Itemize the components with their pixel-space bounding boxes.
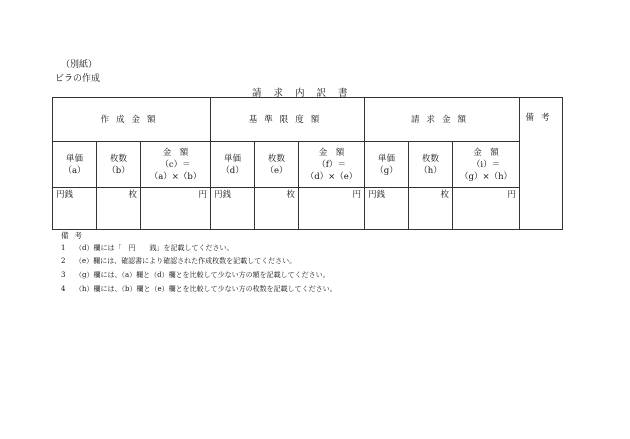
header-remarks: 備考	[520, 98, 563, 230]
subheader-count-b: 枚数 （b）	[97, 142, 141, 188]
subheader-amount-f: 金 額 （f）＝ （d）×（e）	[299, 142, 365, 188]
cell-count-b: 枚	[97, 188, 141, 230]
subheader-unit-price-g: 単価 （g）	[365, 142, 409, 188]
cell-unit-price-d: 円銭	[211, 188, 255, 230]
note-item: 4 （h）欄には、（b）欄と（e）欄とを比較して少ない方の枚数を記載してください。	[61, 285, 337, 293]
cell-amount-c: 円	[141, 188, 211, 230]
subheader-amount-c: 金 額 （c）＝ （a）×（b）	[141, 142, 211, 188]
subheader-amount-i: 金 額 （i）＝ （g）×（h）	[453, 142, 520, 188]
document-title: 請求内訳書	[252, 88, 360, 99]
annex-label: （別紙）	[61, 60, 98, 70]
subheader-unit-price-d: 単価 （d）	[211, 142, 255, 188]
notes-title: 備考	[61, 231, 88, 240]
cell-unit-price-g: 円銭	[365, 188, 409, 230]
subheader-count-h: 枚数 （h）	[409, 142, 453, 188]
subheader-unit-price-a: 単価 （a）	[53, 142, 97, 188]
note-item: 3 （g）欄には、（a）欄と（d）欄とを比較して少ない方の額を記載してください。	[61, 271, 330, 279]
cell-count-h: 枚	[409, 188, 453, 230]
cell-amount-i: 円	[453, 188, 520, 230]
note-item: 2 （e）欄には、確認書により確認された作成枚数を記載してください。	[61, 257, 297, 265]
note-item: 1 （d）欄には「 円 銭」を記載してください。	[61, 244, 234, 252]
header-standard-limit: 基準限度額	[211, 98, 365, 142]
cell-count-e: 枚	[255, 188, 299, 230]
invoice-breakdown-table	[52, 97, 563, 230]
header-claim-amount: 請求金額	[365, 98, 520, 142]
cell-unit-price-a: 円銭	[53, 188, 97, 230]
cell-amount-f: 円	[299, 188, 365, 230]
subheader-count-e: 枚数 （e）	[255, 142, 299, 188]
header-production-amount: 作成金額	[53, 98, 211, 142]
document-subtitle: ビラの作成	[55, 74, 101, 84]
